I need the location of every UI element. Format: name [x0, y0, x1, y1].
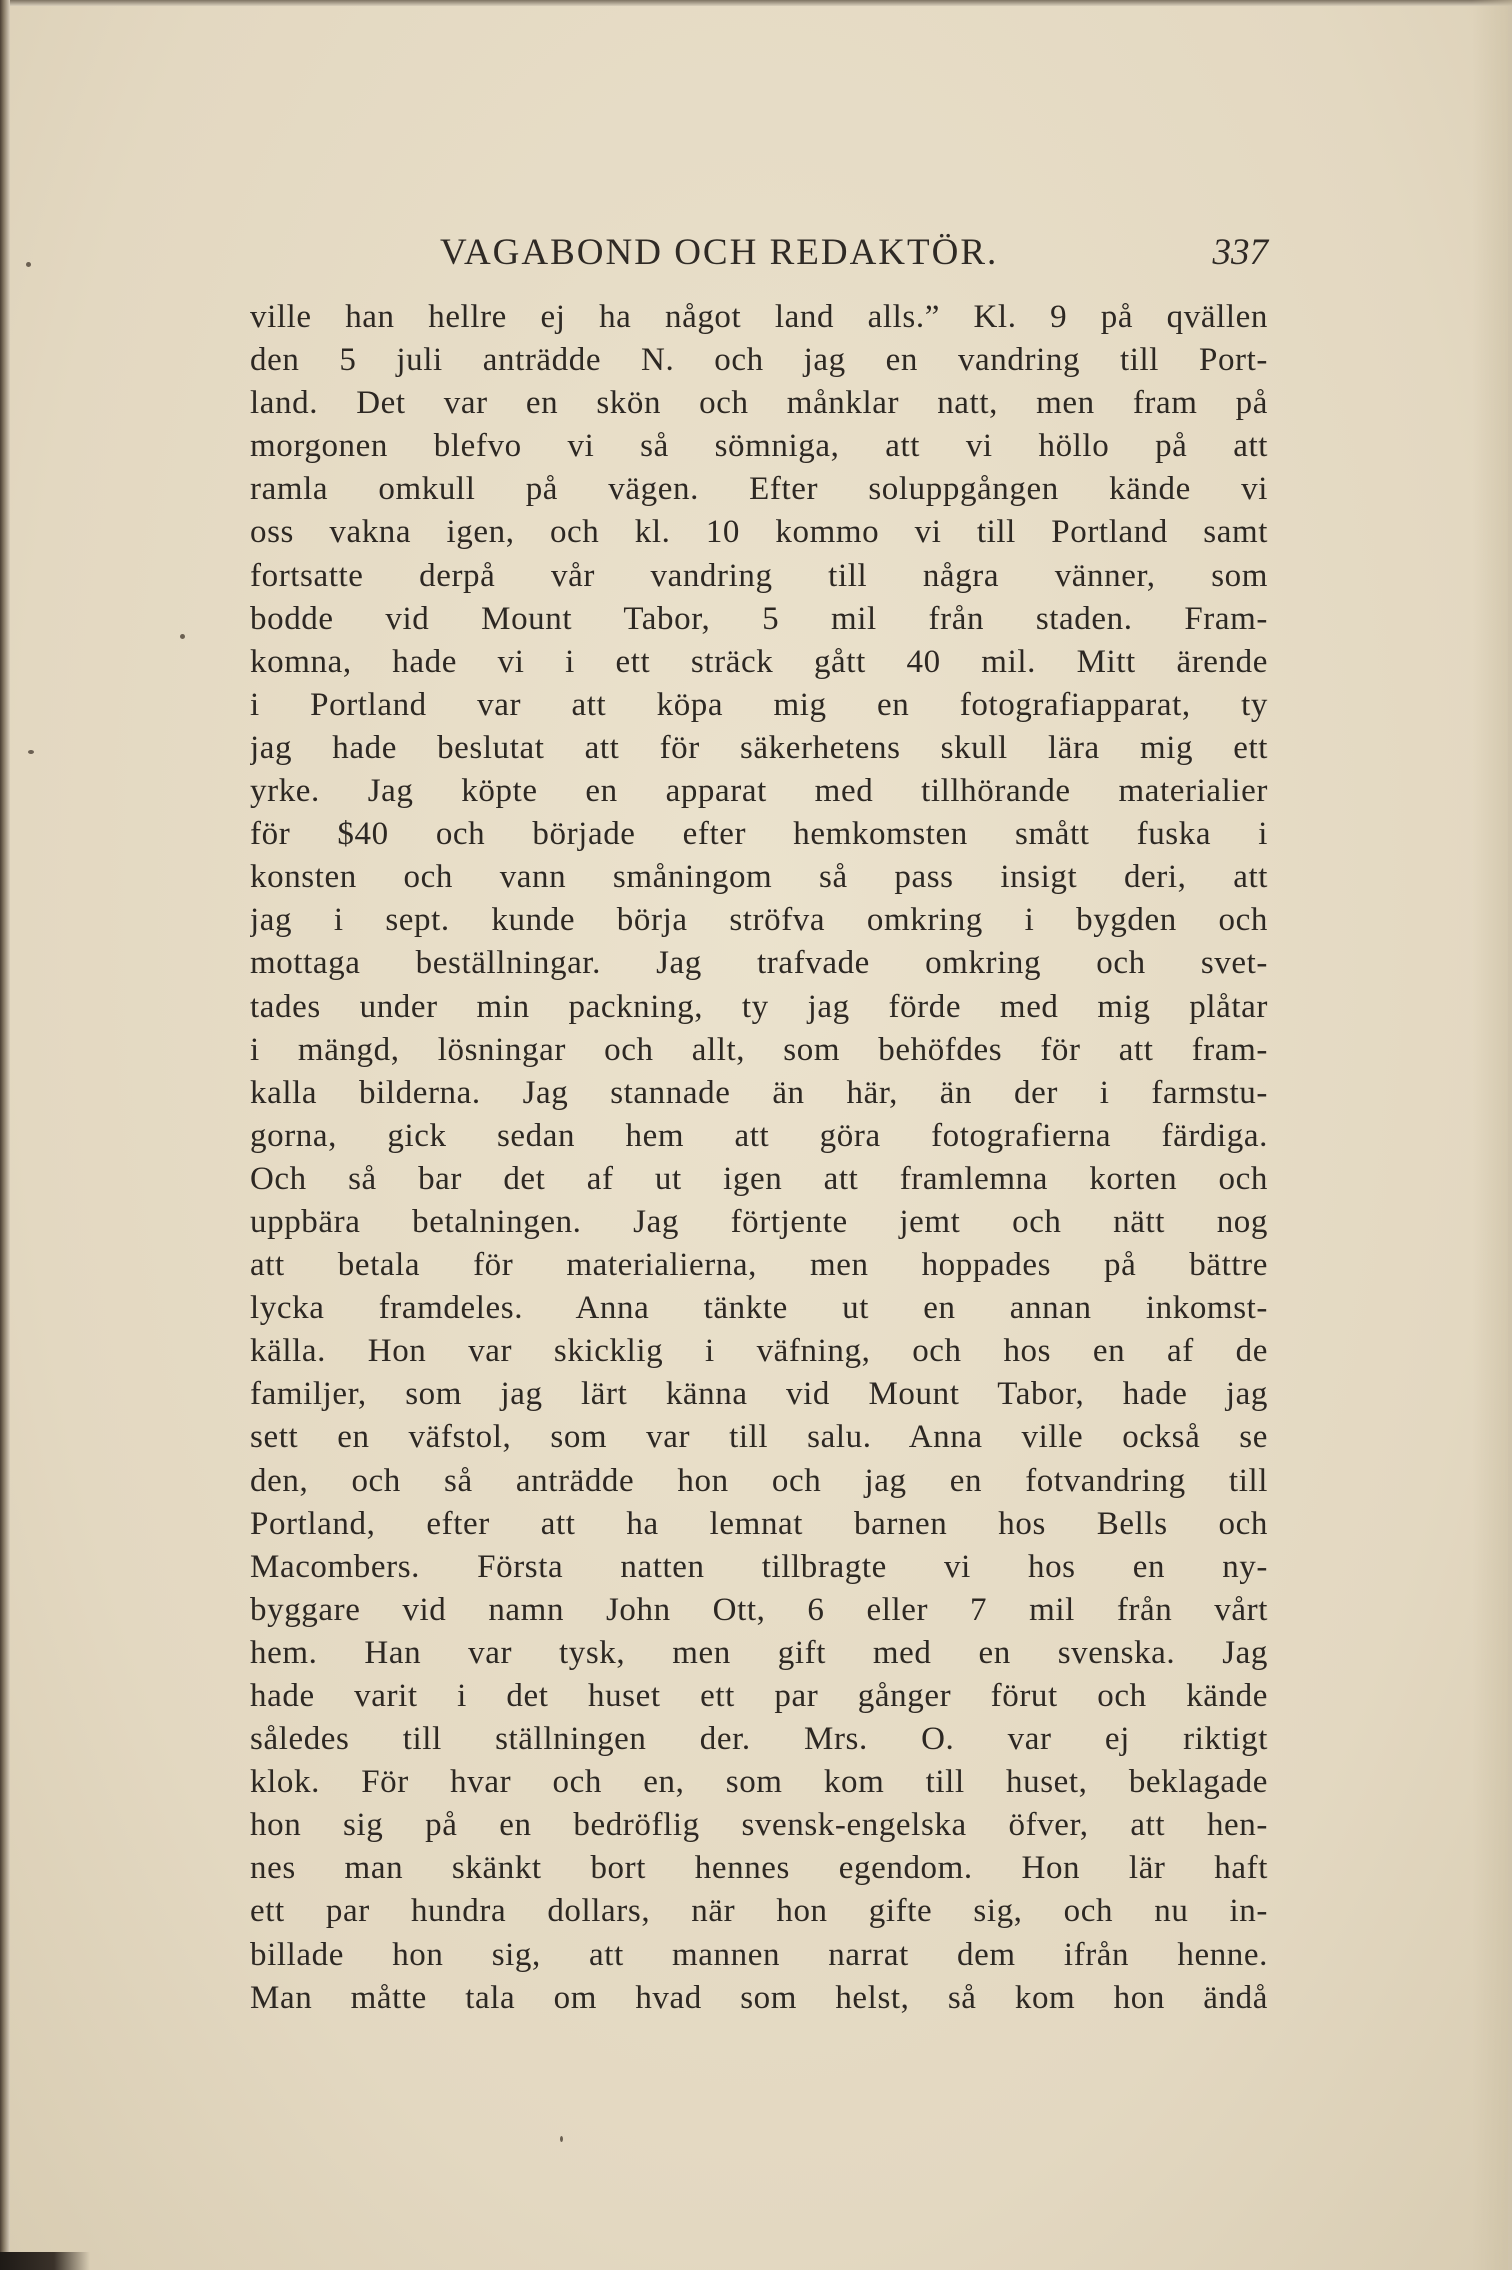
page-right-shade [1472, 0, 1512, 2270]
text-line: ville han hellre ej ha något land alls.” Kl. 9 på qvällen [250, 299, 1268, 335]
text-line: källa. Hon var skicklig i väfning, och hos en af de [250, 1333, 1268, 1370]
text-line: oss vakna igen, och kl. 10 kommo vi till Portland samt [250, 514, 1268, 551]
page-binding-edge [0, 0, 10, 2270]
text-line: morgonen blefvo vi så sömniga, att vi höllo på att [250, 428, 1268, 465]
text-line: konsten och vann småningom så pass insigt deri, att [250, 859, 1268, 896]
text-line: gorna, gick sedan hem att göra fotografierna färdiga. [250, 1117, 1268, 1154]
text-line: Man måtte tala om hvad som helst, så kom hon ändå [250, 1979, 1268, 2016]
text-line: land. Det var en skön och månklar natt, men fram på [250, 385, 1268, 422]
text-line: sett en väfstol, som var till salu. Anna ville också se [250, 1419, 1268, 1456]
text-line: att betala för materialierna, men hoppades på bättre [250, 1247, 1268, 1284]
text-line: lycka framdeles. Anna tänkte ut en annan inkomst- [250, 1290, 1268, 1327]
page-bottom-corner [0, 2252, 90, 2270]
text-line: Portland, efter att ha lemnat barnen hos Bells och [250, 1505, 1268, 1542]
text-line: i mängd, lösningar och allt, som behöfdes för att fram- [250, 1031, 1268, 1068]
text-line: bodde vid Mount Tabor, 5 mil från staden. Fram- [250, 600, 1268, 637]
text-line: den 5 juli anträdde N. och jag en vandring till Port- [250, 342, 1268, 379]
margin-speck [28, 750, 34, 754]
page-number: 337 [1212, 232, 1268, 273]
text-line: hon sig på en bedröflig svensk-engelska öfver, att hen- [250, 1807, 1268, 1844]
body-text [250, 296, 1268, 2020]
text-line: uppbära betalningen. Jag förtjente jemt och nätt nog [250, 1203, 1268, 1240]
text-line: hade varit i det huset ett par gånger förut och kände [250, 1678, 1268, 1714]
text-line: hem. Han var tysk, men gift med en svenska. Jag [250, 1634, 1268, 1671]
text-line: klok. För hvar och en, som kom till huset, beklagade [250, 1764, 1268, 1801]
text-line: familjer, som jag lärt känna vid Mount Tabor, hade jag [250, 1376, 1268, 1413]
text-line: jag i sept. kunde börja ströfva omkring i bygden och [250, 902, 1268, 939]
text-line: jag hade beslutat att för säkerhetens skull lära mig ett [250, 729, 1268, 766]
text-line: ramla omkull på vägen. Efter soluppgången kände vi [250, 471, 1268, 508]
text-line: billade hon sig, att mannen narrat dem ifrån henne. [250, 1936, 1268, 1973]
text-line: komna, hade vi i ett sträck gått 40 mil. Mitt ärende [250, 643, 1268, 680]
text-line: Och så bar det af ut igen att framlemna korten och [250, 1160, 1268, 1197]
margin-speck [560, 2136, 563, 2142]
text-line: nes man skänkt bort hennes egendom. Hon lär haft [250, 1850, 1268, 1887]
text-line: tades under min packning, ty jag förde med mig plåtar [250, 988, 1268, 1025]
text-line: ett par hundra dollars, när hon gifte sig, och nu in- [250, 1893, 1268, 1930]
text-line: således till ställningen der. Mrs. O. var ej riktigt [250, 1721, 1268, 1758]
text-line: yrke. Jag köpte en apparat med tillhörande materialier [250, 773, 1268, 810]
text-line: den, och så anträdde hon och jag en fotvandring till [250, 1462, 1268, 1499]
text-line: byggare vid namn John Ott, 6 eller 7 mil från vårt [250, 1591, 1268, 1628]
text-line: mottaga beställningar. Jag trafvade omkring och svet- [250, 945, 1268, 982]
text-line: fortsatte derpå vår vandring till några vänner, som [250, 557, 1268, 594]
text-line: Macombers. Första natten tillbragte vi hos en ny- [250, 1548, 1268, 1585]
running-title: VAGABOND OCH REDAKTÖR. [440, 232, 999, 273]
text-line: kalla bilderna. Jag stannade än här, än der i farmstu- [250, 1074, 1268, 1111]
page-top-edge [0, 0, 1512, 6]
margin-speck [180, 634, 185, 639]
text-line: för $40 och började efter hemkomsten smått fuska i [250, 816, 1268, 853]
page-header [250, 228, 1268, 288]
margin-speck [26, 262, 31, 267]
text-line: i Portland var att köpa mig en fotografiapparat, ty [250, 686, 1268, 723]
